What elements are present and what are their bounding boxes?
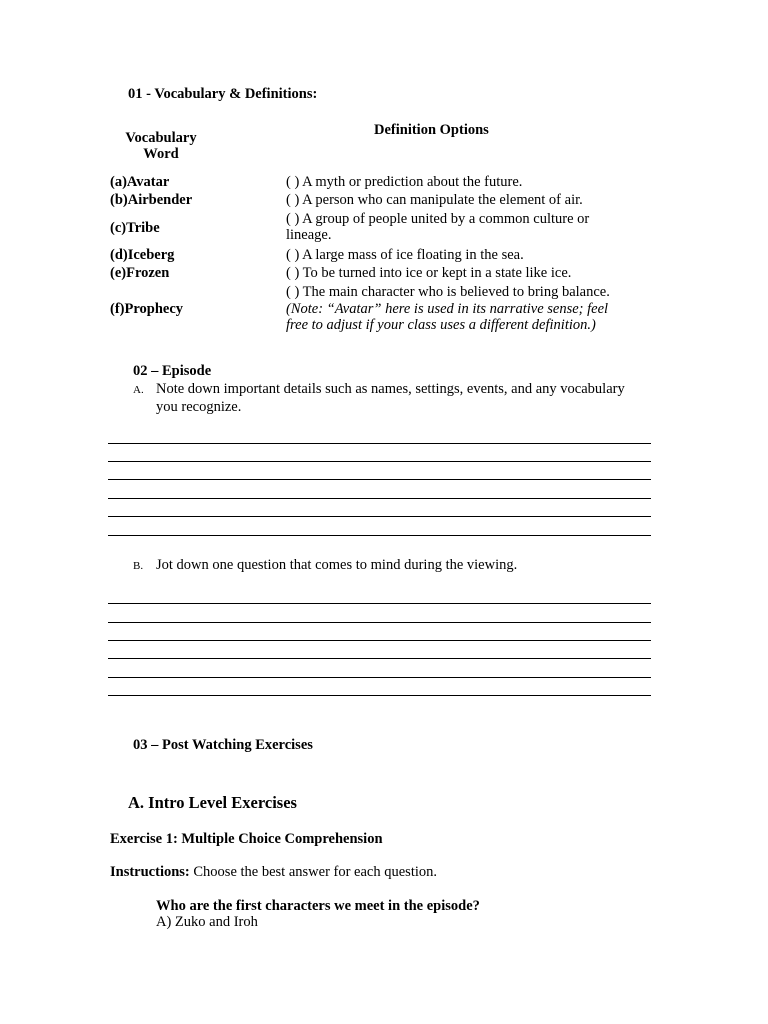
exercise-1-title: Exercise 1: Multiple Choice Comprehension — [110, 831, 383, 847]
answer-line[interactable] — [108, 443, 651, 444]
vocab-word-airbender: (b)Airbender — [110, 192, 193, 208]
section-3-heading: 03 – Post Watching Exercises — [133, 737, 313, 753]
vocab-word-iceberg: (d)Iceberg — [110, 247, 175, 263]
answer-line[interactable] — [108, 535, 651, 536]
answer-line[interactable] — [108, 640, 651, 641]
vocab-word-avatar: (a)Avatar — [110, 174, 170, 190]
answer-line[interactable] — [108, 677, 651, 678]
answer-line[interactable] — [108, 516, 651, 517]
definition-note: (Note: “Avatar” here is used in its narrative sense; feel — [286, 301, 609, 317]
definition-option: ( ) A large mass of ice floating in the sea. — [286, 247, 524, 263]
answer-line[interactable] — [108, 695, 651, 696]
instructions-label: Instructions: — [110, 864, 190, 880]
definition-option: ( ) The main character who is believed to bring balance. — [286, 284, 610, 300]
answer-line[interactable] — [108, 603, 651, 604]
episode-instruction-a-continued: you recognize. — [156, 399, 242, 415]
definition-option: ( ) A myth or prediction about the future. — [286, 174, 523, 190]
answer-line[interactable] — [108, 479, 651, 480]
answer-option-a[interactable]: A) Zuko and Iroh — [156, 914, 258, 930]
instructions — [110, 864, 437, 881]
definition-option-continued: lineage. — [286, 227, 332, 243]
definition-options-header: Definition Options — [374, 122, 489, 138]
list-marker-b: B. — [133, 560, 144, 572]
answer-line[interactable] — [108, 658, 651, 659]
definition-option: ( ) A person who can manipulate the element of air. — [286, 192, 583, 208]
answer-line[interactable] — [108, 461, 651, 462]
vocab-word-header-line2: Word — [143, 146, 179, 162]
vocab-word-frozen: (e)Frozen — [110, 265, 170, 281]
vocab-word-header — [110, 130, 212, 162]
section-2-heading: 02 – Episode — [133, 363, 212, 379]
instructions-text: Choose the best answer for each question. — [189, 864, 438, 880]
vocab-word-tribe: (c)Tribe — [110, 220, 160, 236]
definition-option: ( ) A group of people united by a common culture or — [286, 211, 590, 227]
episode-instruction-b: Jot down one question that comes to mind during the viewing. — [156, 557, 518, 573]
definition-note-continued: free to adjust if your class uses a different definition.) — [286, 317, 596, 333]
vocab-word-prophecy: (f)Prophecy — [110, 301, 184, 317]
section-1-heading: 01 - Vocabulary & Definitions: — [128, 86, 318, 102]
list-marker-a: A. — [133, 384, 144, 396]
intro-level-heading: A. Intro Level Exercises — [128, 793, 297, 812]
answer-line[interactable] — [108, 622, 651, 623]
vocab-word-header-line1: Vocabulary — [125, 130, 197, 146]
episode-instruction-a: Note down important details such as names, settings, events, and any vocabulary — [156, 381, 625, 397]
definition-option: ( ) To be turned into ice or kept in a state like ice. — [286, 265, 572, 281]
answer-line[interactable] — [108, 498, 651, 499]
question-1: Who are the first characters we meet in the episode? — [156, 898, 480, 914]
